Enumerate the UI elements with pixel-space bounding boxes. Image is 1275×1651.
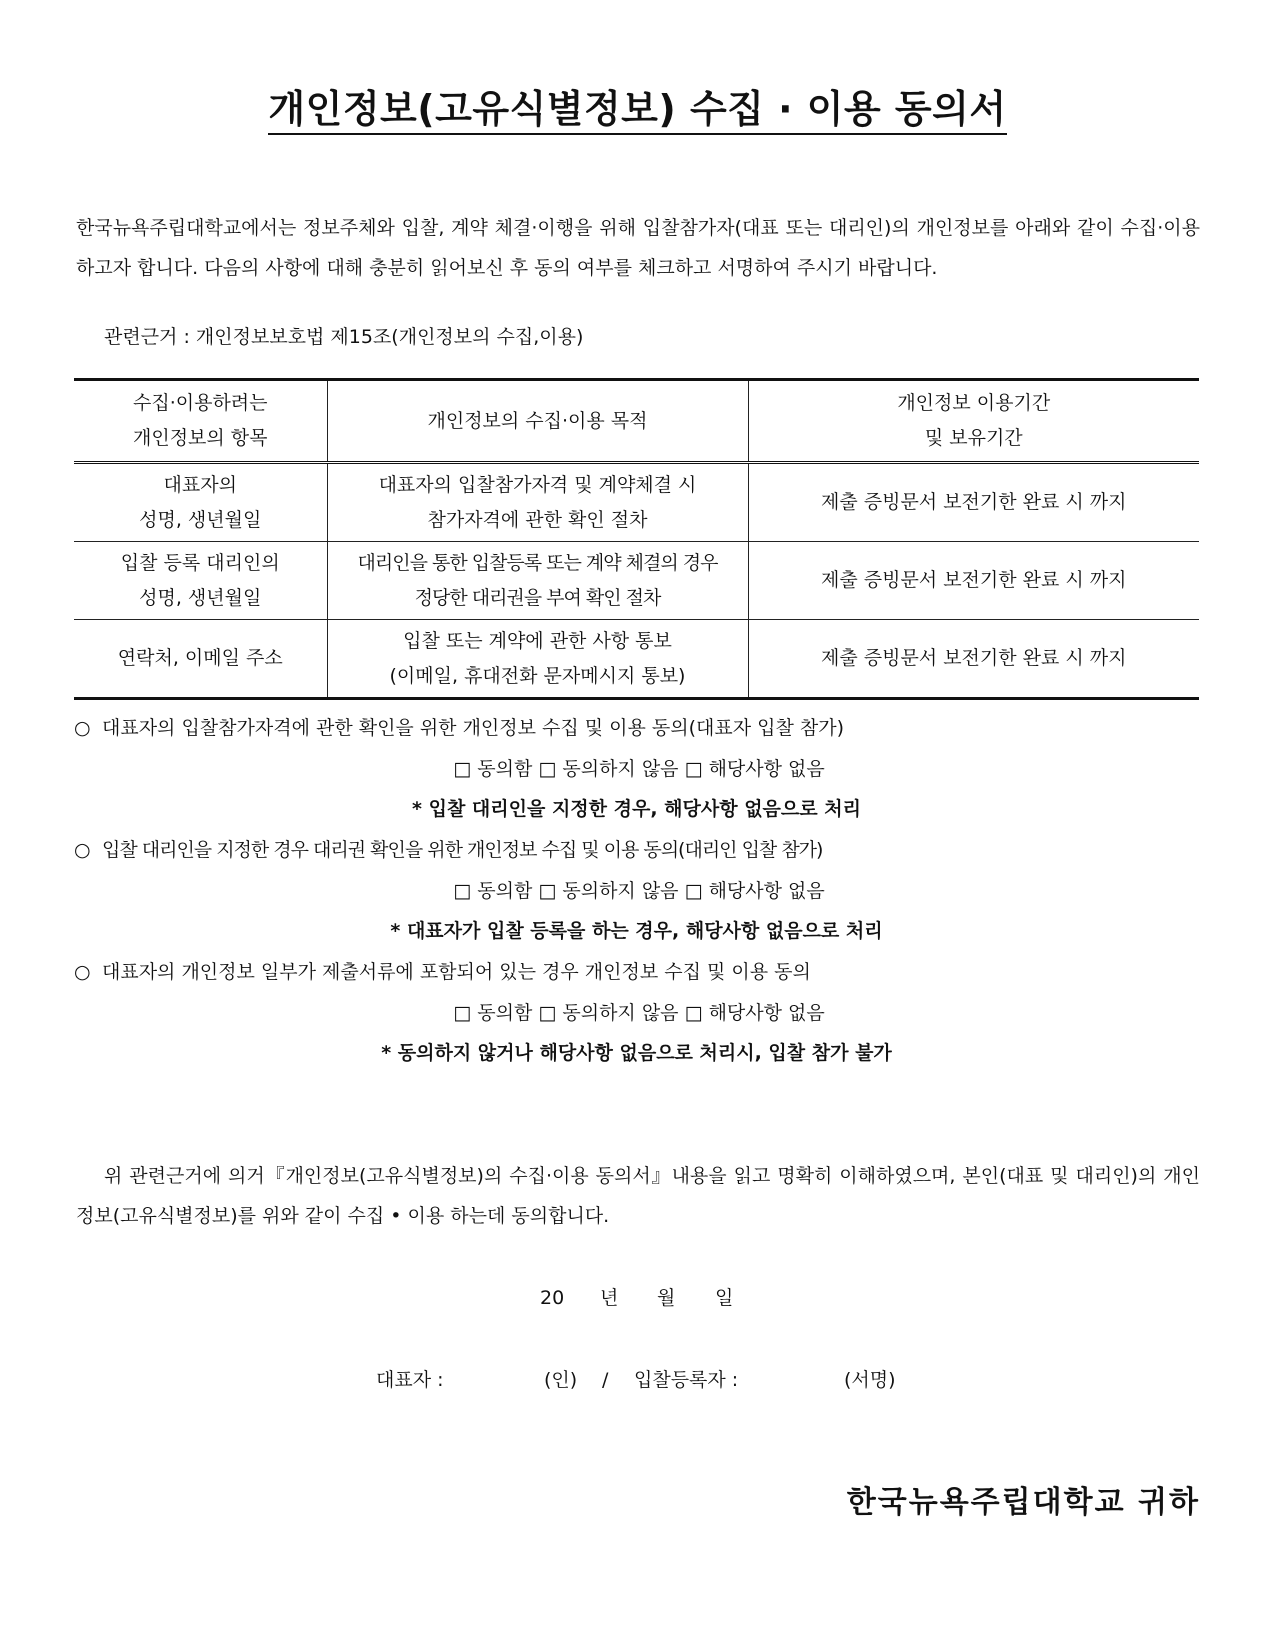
intro-paragraph: 한국뉴욕주립대학교에서는 정보주체와 입찰, 계약 체결·이행을 위해 입찰참가자(대표 또는 대리인)의 개인정보를 아래와 같이 수집·이용하고자 합니다. 다음의 사항에 대해 충분히 읽어보신 후 동의 여부를 체크하고 서명하여 주시기 바랍니다. [76,217,1200,279]
signature-separator: / [602,1369,609,1391]
disagree-checkbox[interactable]: □ 동의하지 않음 [538,1002,679,1024]
registrant-label: 입찰등록자 : [634,1369,739,1391]
consent-question-text: 대표자의 입찰참가자격에 관한 확인을 위한 개인정보 수집 및 이용 동의(대표자 입찰 참가) [102,717,845,739]
document-title-wrap [0,78,1275,133]
row-purpose-line1: 입찰 또는 계약에 관한 사항 통보 [403,629,672,652]
date-day-field[interactable]: 일 [715,1287,734,1309]
consent-options [74,993,1199,1033]
agree-checkbox[interactable]: □ 동의함 [453,758,533,780]
closing-text: 위 관련근거에 의거『개인정보(고유식별정보)의 수집·이용 동의서』내용을 읽고 명확히 이해하였으며, 본인(대표 및 대리인)의 개인정보(고유식별정보)를 위와 같이 수집 • 이용 하는데 동의합니다. [76,1165,1200,1227]
row-item [74,463,327,542]
consent-documents [74,951,1199,1073]
row-item-line2: 성명, 생년월일 [139,586,262,609]
row-purpose [327,542,748,620]
disagree-checkbox[interactable]: □ 동의하지 않음 [538,758,679,780]
row-purpose [327,463,748,542]
consent-options [74,871,1199,911]
header-items-line2: 개인정보의 항목 [132,427,268,449]
representative-label: 대표자 : [376,1369,444,1391]
consent-agent [74,829,1199,951]
registrant-sign-field[interactable]: (서명) [844,1369,896,1391]
header-items-line1: 수집·이용하려는 [132,392,268,414]
table-row [74,620,1199,699]
consent-options [74,749,1199,789]
row-purpose-line2: 참가자격에 관한 확인 절차 [427,508,648,531]
date-month-field[interactable]: 월 [657,1287,676,1309]
consent-question [74,707,1199,749]
consent-question [74,829,1199,871]
consent-note: * 대표자가 입찰 등록을 하는 경우, 해당사항 없음으로 처리 [390,920,883,942]
header-period-line1: 개인정보 이용기간 [897,392,1051,414]
header-purpose-line1: 개인정보의 수집·이용 목적 [427,409,648,432]
date-year-field[interactable]: 년 [600,1287,619,1309]
table-row [74,542,1199,620]
agree-checkbox[interactable]: □ 동의함 [453,880,533,902]
addressee: 한국뉴욕주립대학교 귀하 [846,1485,1200,1520]
row-purpose-line1: 대표자의 입찰참가자격 및 계약체결 시 [378,473,697,496]
row-period: 제출 증빙문서 보전기한 완료 시 까지 [748,463,1199,542]
consent-note: * 동의하지 않거나 해당사항 없음으로 처리시, 입찰 참가 불가 [381,1042,892,1064]
table-header-row [74,380,1199,463]
row-item-line1: 연락처, 이메일 주소 [117,647,283,669]
legal-basis: 관련근거 : 개인정보보호법 제15조(개인정보의 수집,이용) [104,326,584,348]
row-period: 제출 증빙문서 보전기한 완료 시 까지 [748,620,1199,699]
consent-note: * 입찰 대리인을 지정한 경우, 해당사항 없음으로 처리 [412,798,861,820]
row-item-line2: 성명, 생년월일 [139,508,262,531]
consent-representative [74,707,1199,829]
document-title: 개인정보(고유식별정보) 수집 · 이용 동의서 [268,87,1006,135]
header-items [74,380,327,463]
table-row [74,463,1199,542]
consent-question [74,951,1199,993]
not-applicable-checkbox[interactable]: □ 해당사항 없음 [684,1002,825,1024]
row-purpose [327,620,748,699]
header-period [748,380,1199,463]
row-period: 제출 증빙문서 보전기한 완료 시 까지 [748,542,1199,620]
circle-bullet-icon: ○ [74,717,91,739]
not-applicable-checkbox[interactable]: □ 해당사항 없음 [684,758,825,780]
date-year-prefix: 20 [540,1287,565,1309]
circle-bullet-icon: ○ [74,839,91,861]
row-purpose-line1: 대리인을 통한 입찰등록 또는 계약 체결의 경우 [357,551,718,574]
date-line [540,1283,733,1310]
row-item-line1: 입찰 등록 대리인의 [120,551,280,574]
signature-line [376,1365,896,1392]
circle-bullet-icon: ○ [74,961,91,983]
row-purpose-line2: 정당한 대리권을 부여 확인 절차 [414,586,661,609]
not-applicable-checkbox[interactable]: □ 해당사항 없음 [684,880,825,902]
row-item [74,620,327,699]
header-period-line2: 및 보유기간 [924,427,1023,449]
row-item [74,542,327,620]
closing-statement [76,1156,1200,1236]
representative-seal-field[interactable]: (인) [544,1369,578,1391]
row-item-line1: 대표자의 [163,473,237,496]
disagree-checkbox[interactable]: □ 동의하지 않음 [538,880,679,902]
row-purpose-line2: (이메일, 휴대전화 문자메시지 통보) [389,664,686,687]
agree-checkbox[interactable]: □ 동의함 [453,1002,533,1024]
collection-table [74,378,1199,700]
consent-question-text: 대표자의 개인정보 일부가 제출서류에 포함되어 있는 경우 개인정보 수집 및 이용 동의 [102,961,811,983]
header-purpose [327,380,748,463]
consent-question-text: 입찰 대리인을 지정한 경우 대리권 확인을 위한 개인정보 수집 및 이용 동의(대리인 입찰 참가) [102,839,823,861]
